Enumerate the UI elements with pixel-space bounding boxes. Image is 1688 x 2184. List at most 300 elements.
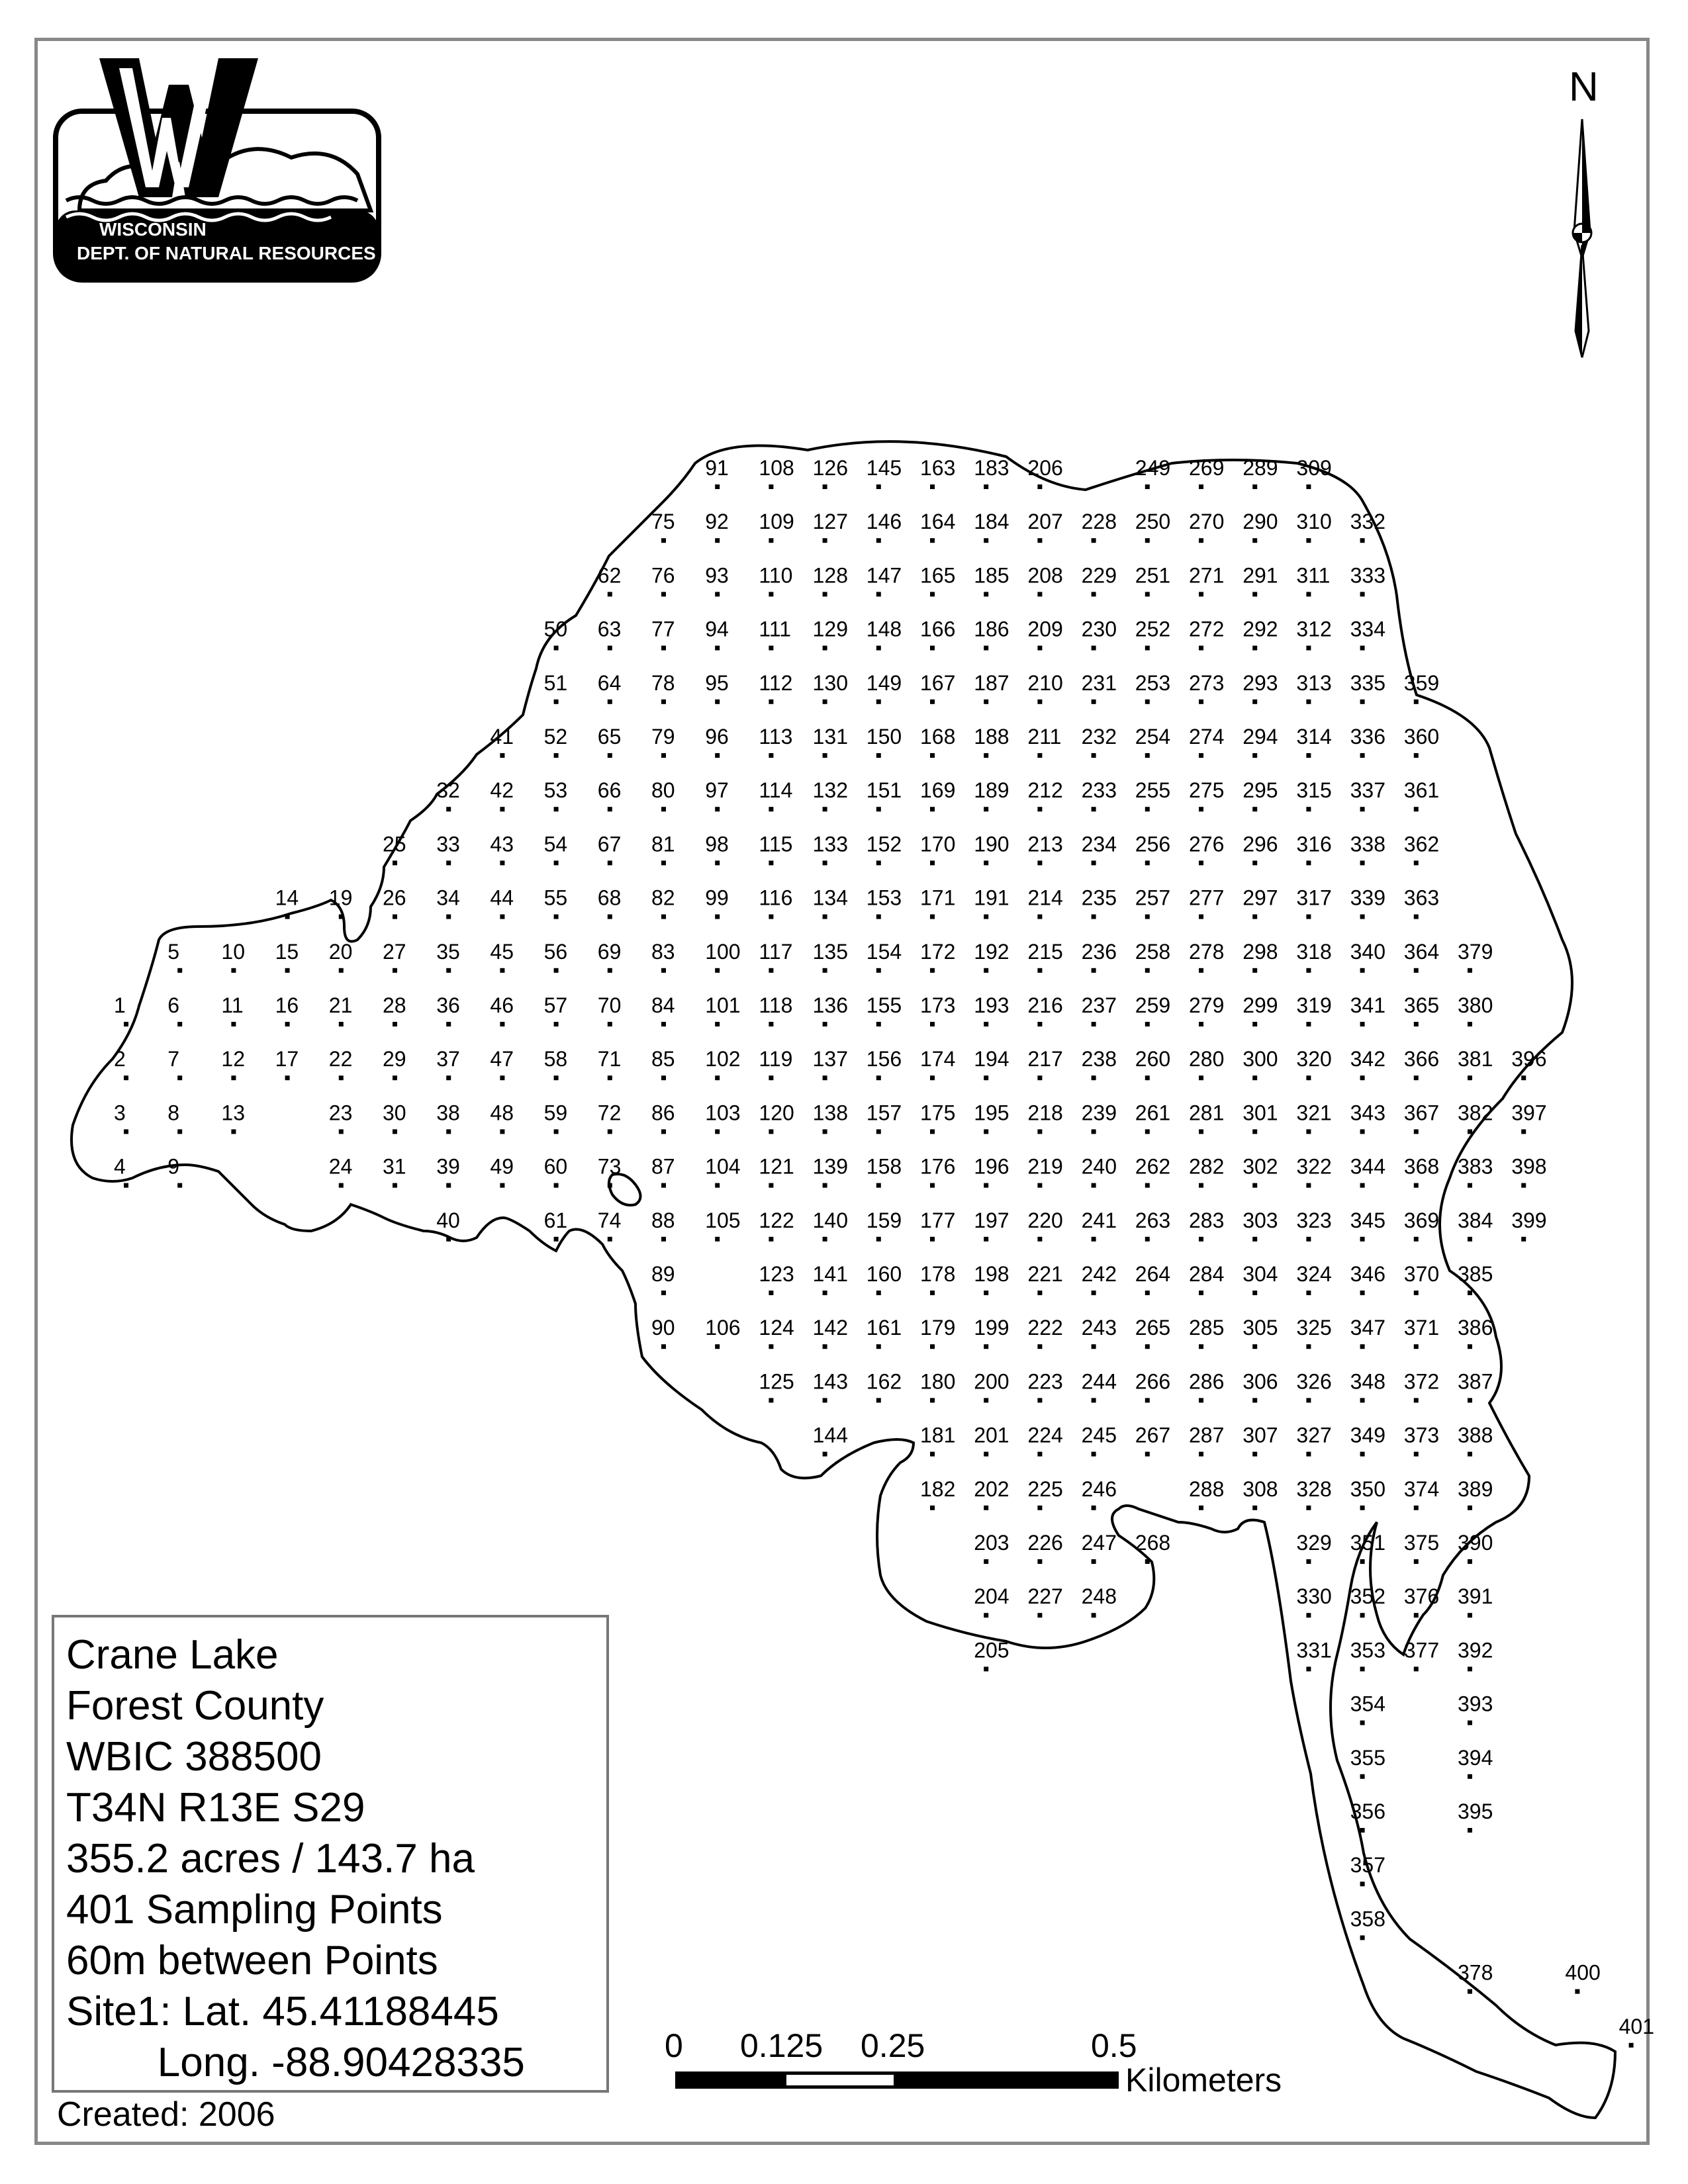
sampling-point-230	[1092, 646, 1096, 651]
point-label-306: 306	[1243, 1369, 1278, 1394]
sampling-point-386	[1468, 1344, 1472, 1349]
sampling-point-236	[1092, 968, 1096, 973]
sampling-point-298	[1252, 968, 1257, 973]
point-label-27: 27	[383, 939, 406, 964]
sampling-point-69	[608, 968, 612, 973]
sampling-point-81	[661, 860, 666, 865]
legend-line: Long. -88.90428335	[66, 2040, 525, 2085]
sampling-point-324	[1306, 1291, 1311, 1295]
point-label-55: 55	[543, 886, 568, 910]
point-label-5: 5	[167, 939, 179, 964]
sampling-point-71	[608, 1075, 612, 1080]
point-label-22: 22	[328, 1047, 353, 1071]
sampling-point-211	[1037, 753, 1042, 758]
point-label-68: 68	[597, 886, 622, 910]
point-label-91: 91	[705, 456, 729, 480]
sampling-point-269	[1199, 484, 1203, 489]
point-label-291: 291	[1243, 563, 1278, 588]
point-label-289: 289	[1243, 456, 1278, 480]
point-label-32: 32	[436, 778, 460, 803]
point-label-341: 341	[1350, 993, 1385, 1017]
sampling-point-167	[930, 700, 935, 704]
point-label-364: 364	[1403, 939, 1440, 964]
sampling-point-120	[769, 1129, 773, 1134]
sampling-point-333	[1360, 592, 1365, 596]
sampling-point-180	[930, 1398, 935, 1402]
sampling-point-2	[124, 1075, 128, 1080]
sampling-point-32	[446, 807, 451, 811]
point-label-296: 296	[1243, 832, 1278, 856]
sampling-point-249	[1145, 484, 1150, 489]
sampling-point-87	[661, 1183, 666, 1188]
point-label-284: 284	[1189, 1262, 1225, 1286]
sampling-point-260	[1145, 1075, 1150, 1080]
sampling-point-281	[1199, 1129, 1203, 1134]
point-label-191: 191	[974, 886, 1009, 910]
point-label-167: 167	[920, 670, 956, 695]
point-label-255: 255	[1135, 778, 1171, 803]
sampling-point-161	[876, 1344, 881, 1349]
point-label-224: 224	[1027, 1423, 1063, 1447]
sampling-point-127	[823, 538, 827, 543]
point-label-288: 288	[1189, 1477, 1225, 1501]
sampling-point-379	[1468, 968, 1472, 973]
point-label-65: 65	[597, 725, 622, 749]
sampling-point-201	[984, 1452, 988, 1457]
scale-tick-0: 0	[665, 2027, 683, 2064]
sampling-point-14	[285, 915, 290, 919]
sampling-point-278	[1199, 968, 1203, 973]
sampling-point-160	[876, 1291, 881, 1295]
point-label-251: 251	[1135, 563, 1171, 588]
point-label-282: 282	[1189, 1154, 1225, 1179]
sampling-point-321	[1306, 1129, 1311, 1134]
sampling-point-361	[1414, 807, 1419, 811]
sampling-point-53	[554, 807, 559, 811]
point-label-177: 177	[920, 1208, 956, 1232]
point-label-163: 163	[920, 456, 956, 480]
sampling-point-90	[661, 1344, 666, 1349]
point-label-313: 313	[1296, 670, 1332, 695]
point-label-192: 192	[974, 939, 1009, 964]
sampling-point-396	[1521, 1075, 1526, 1080]
sampling-point-397	[1521, 1129, 1526, 1134]
point-label-264: 264	[1135, 1262, 1171, 1286]
sampling-point-55	[554, 915, 559, 919]
point-label-48: 48	[490, 1101, 514, 1125]
point-label-60: 60	[543, 1154, 568, 1179]
point-label-147: 147	[866, 563, 902, 588]
sampling-point-105	[715, 1237, 720, 1242]
point-label-94: 94	[705, 617, 729, 641]
point-label-171: 171	[920, 886, 956, 910]
sampling-point-175	[930, 1129, 935, 1134]
point-label-321: 321	[1296, 1101, 1332, 1125]
sampling-point-255	[1145, 807, 1150, 811]
sampling-point-374	[1414, 1506, 1419, 1510]
point-label-217: 217	[1027, 1047, 1063, 1071]
point-label-307: 307	[1243, 1423, 1278, 1447]
sampling-point-27	[393, 968, 397, 973]
point-label-160: 160	[866, 1262, 902, 1286]
point-label-158: 158	[866, 1154, 902, 1179]
point-label-219: 219	[1027, 1154, 1063, 1179]
point-label-62: 62	[597, 563, 622, 588]
point-label-302: 302	[1243, 1154, 1278, 1179]
point-label-31: 31	[383, 1154, 406, 1179]
sampling-point-82	[661, 915, 666, 919]
sampling-point-347	[1360, 1344, 1365, 1349]
point-label-278: 278	[1189, 939, 1225, 964]
sampling-point-285	[1199, 1344, 1203, 1349]
point-label-345: 345	[1350, 1208, 1385, 1232]
sampling-point-204	[984, 1613, 988, 1617]
sampling-point-364	[1414, 968, 1419, 973]
sampling-point-247	[1092, 1559, 1096, 1564]
point-label-246: 246	[1081, 1477, 1117, 1501]
sampling-point-287	[1199, 1452, 1203, 1457]
point-label-111: 111	[759, 617, 792, 641]
sampling-point-357	[1360, 1882, 1365, 1886]
sampling-point-151	[876, 807, 881, 811]
point-label-46: 46	[490, 993, 514, 1017]
sampling-point-152	[876, 860, 881, 865]
sampling-point-135	[823, 968, 827, 973]
point-label-2: 2	[114, 1047, 126, 1071]
sampling-point-93	[715, 592, 720, 596]
point-label-326: 326	[1296, 1369, 1332, 1394]
point-label-203: 203	[974, 1531, 1009, 1555]
point-label-258: 258	[1135, 939, 1171, 964]
sampling-point-139	[823, 1183, 827, 1188]
sampling-point-20	[339, 968, 344, 973]
point-label-72: 72	[597, 1101, 622, 1125]
point-label-349: 349	[1350, 1423, 1385, 1447]
sampling-point-394	[1468, 1774, 1472, 1779]
sampling-point-146	[876, 538, 881, 543]
point-label-52: 52	[543, 725, 568, 749]
point-label-173: 173	[920, 993, 956, 1017]
sampling-point-31	[393, 1183, 397, 1188]
sampling-point-141	[823, 1291, 827, 1295]
sampling-point-29	[393, 1075, 397, 1080]
point-label-6: 6	[167, 993, 179, 1017]
point-label-363: 363	[1403, 886, 1440, 910]
sampling-point-52	[554, 753, 559, 758]
point-label-197: 197	[974, 1208, 1009, 1232]
sampling-point-145	[876, 484, 881, 489]
sampling-point-335	[1360, 700, 1365, 704]
sampling-point-28	[393, 1022, 397, 1026]
point-label-109: 109	[759, 510, 794, 534]
point-label-168: 168	[920, 725, 956, 749]
sampling-point-365	[1414, 1022, 1419, 1026]
point-label-74: 74	[597, 1208, 622, 1232]
sampling-point-380	[1468, 1022, 1472, 1026]
point-label-273: 273	[1189, 670, 1225, 695]
sampling-point-157	[876, 1129, 881, 1134]
point-label-28: 28	[383, 993, 406, 1017]
point-label-9: 9	[167, 1154, 179, 1179]
point-label-215: 215	[1027, 939, 1063, 964]
point-label-360: 360	[1403, 725, 1440, 749]
point-label-102: 102	[705, 1047, 741, 1071]
sampling-point-171	[930, 915, 935, 919]
point-label-182: 182	[920, 1477, 956, 1501]
point-label-125: 125	[759, 1369, 794, 1394]
point-label-19: 19	[328, 886, 353, 910]
point-label-285: 285	[1189, 1316, 1225, 1340]
point-label-354: 354	[1350, 1692, 1385, 1716]
sampling-point-257	[1145, 915, 1150, 919]
point-label-388: 388	[1458, 1423, 1493, 1447]
sampling-point-349	[1360, 1452, 1365, 1457]
sampling-point-231	[1092, 700, 1096, 704]
sampling-point-366	[1414, 1075, 1419, 1080]
sampling-point-301	[1252, 1129, 1257, 1134]
point-label-143: 143	[812, 1369, 848, 1394]
point-label-293: 293	[1243, 670, 1278, 695]
point-label-152: 152	[866, 832, 902, 856]
point-label-352: 352	[1350, 1584, 1385, 1609]
sampling-point-382	[1468, 1129, 1472, 1134]
sampling-point-250	[1145, 538, 1150, 543]
sampling-point-67	[608, 860, 612, 865]
sampling-point-310	[1306, 538, 1311, 543]
sampling-point-104	[715, 1183, 720, 1188]
sampling-point-243	[1092, 1344, 1096, 1349]
point-label-25: 25	[383, 832, 406, 856]
point-label-29: 29	[383, 1047, 406, 1071]
point-label-381: 381	[1458, 1047, 1493, 1071]
sampling-point-307	[1252, 1452, 1257, 1457]
sampling-point-299	[1252, 1022, 1257, 1026]
sampling-point-241	[1092, 1237, 1096, 1242]
sampling-point-103	[715, 1129, 720, 1134]
point-label-105: 105	[705, 1208, 741, 1232]
point-label-172: 172	[920, 939, 956, 964]
sampling-point-214	[1037, 915, 1042, 919]
point-label-298: 298	[1243, 939, 1278, 964]
sampling-point-99	[715, 915, 720, 919]
sampling-point-222	[1037, 1344, 1042, 1349]
point-label-228: 228	[1081, 510, 1117, 534]
point-label-338: 338	[1350, 832, 1385, 856]
sampling-point-148	[876, 646, 881, 651]
point-label-77: 77	[651, 617, 675, 641]
point-label-337: 337	[1350, 778, 1385, 803]
point-label-155: 155	[866, 993, 902, 1017]
point-label-47: 47	[490, 1047, 514, 1071]
sampling-point-86	[661, 1129, 666, 1134]
point-label-49: 49	[490, 1154, 514, 1179]
point-label-331: 331	[1296, 1638, 1332, 1662]
sampling-point-113	[769, 753, 773, 758]
point-label-344: 344	[1350, 1154, 1385, 1179]
sampling-point-23	[339, 1129, 344, 1134]
point-label-15: 15	[275, 939, 299, 964]
sampling-point-291	[1252, 592, 1257, 596]
sampling-point-191	[984, 915, 988, 919]
sampling-point-46	[500, 1022, 504, 1026]
sampling-point-37	[446, 1075, 451, 1080]
sampling-point-346	[1360, 1291, 1365, 1295]
sampling-point-343	[1360, 1129, 1365, 1134]
point-label-146: 146	[866, 510, 902, 534]
sampling-point-381	[1468, 1075, 1472, 1080]
sampling-point-283	[1199, 1237, 1203, 1242]
point-label-92: 92	[705, 510, 729, 534]
sampling-point-284	[1199, 1291, 1203, 1295]
sampling-point-229	[1092, 592, 1096, 596]
sampling-point-316	[1306, 860, 1311, 865]
point-label-54: 54	[543, 832, 568, 856]
sampling-point-186	[984, 646, 988, 651]
point-label-389: 389	[1458, 1477, 1493, 1501]
sampling-point-345	[1360, 1237, 1365, 1242]
point-label-128: 128	[812, 563, 848, 588]
sampling-point-306	[1252, 1398, 1257, 1402]
point-label-377: 377	[1403, 1638, 1440, 1662]
point-label-86: 86	[651, 1101, 675, 1125]
sampling-point-295	[1252, 807, 1257, 811]
sampling-point-344	[1360, 1183, 1365, 1188]
sampling-point-375	[1414, 1559, 1419, 1564]
point-label-261: 261	[1135, 1101, 1171, 1125]
sampling-point-178	[930, 1291, 935, 1295]
point-label-210: 210	[1027, 670, 1063, 695]
point-label-281: 281	[1189, 1101, 1225, 1125]
point-label-223: 223	[1027, 1369, 1063, 1394]
point-label-266: 266	[1135, 1369, 1171, 1394]
point-label-85: 85	[651, 1047, 675, 1071]
sampling-point-182	[930, 1506, 935, 1510]
sampling-point-297	[1252, 915, 1257, 919]
point-label-41: 41	[490, 725, 514, 749]
point-label-375: 375	[1403, 1531, 1440, 1555]
legend-line: T34N R13E S29	[66, 1785, 365, 1831]
point-label-88: 88	[651, 1208, 675, 1232]
sampling-point-130	[823, 700, 827, 704]
point-label-24: 24	[328, 1154, 353, 1179]
point-label-280: 280	[1189, 1047, 1225, 1071]
sampling-point-25	[393, 860, 397, 865]
sampling-point-65	[608, 753, 612, 758]
sampling-point-125	[769, 1398, 773, 1402]
sampling-point-9	[177, 1183, 182, 1188]
point-label-315: 315	[1296, 778, 1332, 803]
point-label-181: 181	[920, 1423, 956, 1447]
sampling-point-121	[769, 1183, 773, 1188]
sampling-point-270	[1199, 538, 1203, 543]
point-label-265: 265	[1135, 1316, 1171, 1340]
point-label-333: 333	[1350, 563, 1385, 588]
point-label-300: 300	[1243, 1047, 1278, 1071]
point-label-169: 169	[920, 778, 956, 803]
point-label-201: 201	[974, 1423, 1009, 1447]
sampling-point-43	[500, 860, 504, 865]
sampling-point-256	[1145, 860, 1150, 865]
point-label-188: 188	[974, 725, 1009, 749]
sampling-point-302	[1252, 1183, 1257, 1188]
scale-tick-3: 0.5	[1091, 2027, 1137, 2064]
sampling-point-159	[876, 1237, 881, 1242]
point-label-279: 279	[1189, 993, 1225, 1017]
point-label-134: 134	[812, 886, 848, 910]
point-label-396: 396	[1511, 1047, 1547, 1071]
sampling-point-136	[823, 1022, 827, 1026]
sampling-point-244	[1092, 1398, 1096, 1402]
point-label-387: 387	[1458, 1369, 1493, 1394]
point-label-7: 7	[167, 1047, 179, 1071]
point-label-59: 59	[543, 1101, 568, 1125]
sampling-point-126	[823, 484, 827, 489]
point-label-399: 399	[1511, 1208, 1547, 1232]
point-label-260: 260	[1135, 1047, 1171, 1071]
point-label-299: 299	[1243, 993, 1278, 1017]
sampling-point-169	[930, 807, 935, 811]
sampling-point-19	[339, 915, 344, 919]
scale-tick-2: 0.25	[861, 2027, 925, 2064]
sampling-point-354	[1360, 1721, 1365, 1725]
sampling-point-162	[876, 1398, 881, 1402]
sampling-point-96	[715, 753, 720, 758]
sampling-point-314	[1306, 753, 1311, 758]
sampling-point-277	[1199, 915, 1203, 919]
sampling-point-315	[1306, 807, 1311, 811]
point-label-149: 149	[866, 670, 902, 695]
point-label-118: 118	[759, 993, 793, 1017]
sampling-point-165	[930, 592, 935, 596]
sampling-point-134	[823, 915, 827, 919]
point-label-212: 212	[1027, 778, 1063, 803]
sampling-point-172	[930, 968, 935, 973]
sampling-point-254	[1145, 753, 1150, 758]
point-label-101: 101	[705, 993, 741, 1017]
sampling-point-217	[1037, 1075, 1042, 1080]
sampling-point-100	[715, 968, 720, 973]
point-label-156: 156	[866, 1047, 902, 1071]
sampling-point-313	[1306, 700, 1311, 704]
sampling-point-362	[1414, 860, 1419, 865]
point-label-286: 286	[1189, 1369, 1225, 1394]
point-label-40: 40	[436, 1208, 460, 1232]
point-label-63: 63	[597, 617, 622, 641]
sampling-point-372	[1414, 1398, 1419, 1402]
sampling-point-272	[1199, 646, 1203, 651]
sampling-point-80	[661, 807, 666, 811]
point-label-226: 226	[1027, 1531, 1063, 1555]
point-label-318: 318	[1296, 939, 1332, 964]
sampling-point-15	[285, 968, 290, 973]
sampling-point-309	[1306, 484, 1311, 489]
point-label-113: 113	[759, 725, 793, 749]
point-label-145: 145	[866, 456, 902, 480]
point-label-81: 81	[651, 832, 675, 856]
sampling-point-358	[1360, 1935, 1365, 1940]
point-label-227: 227	[1027, 1584, 1063, 1609]
sampling-point-328	[1306, 1506, 1311, 1510]
sampling-point-30	[393, 1129, 397, 1134]
point-label-117: 117	[759, 939, 793, 964]
point-label-4: 4	[114, 1154, 126, 1179]
sampling-point-101	[715, 1022, 720, 1026]
sampling-point-340	[1360, 968, 1365, 973]
point-label-342: 342	[1350, 1047, 1385, 1071]
point-label-386: 386	[1458, 1316, 1493, 1340]
point-label-89: 89	[651, 1262, 675, 1286]
sampling-point-74	[608, 1237, 612, 1242]
